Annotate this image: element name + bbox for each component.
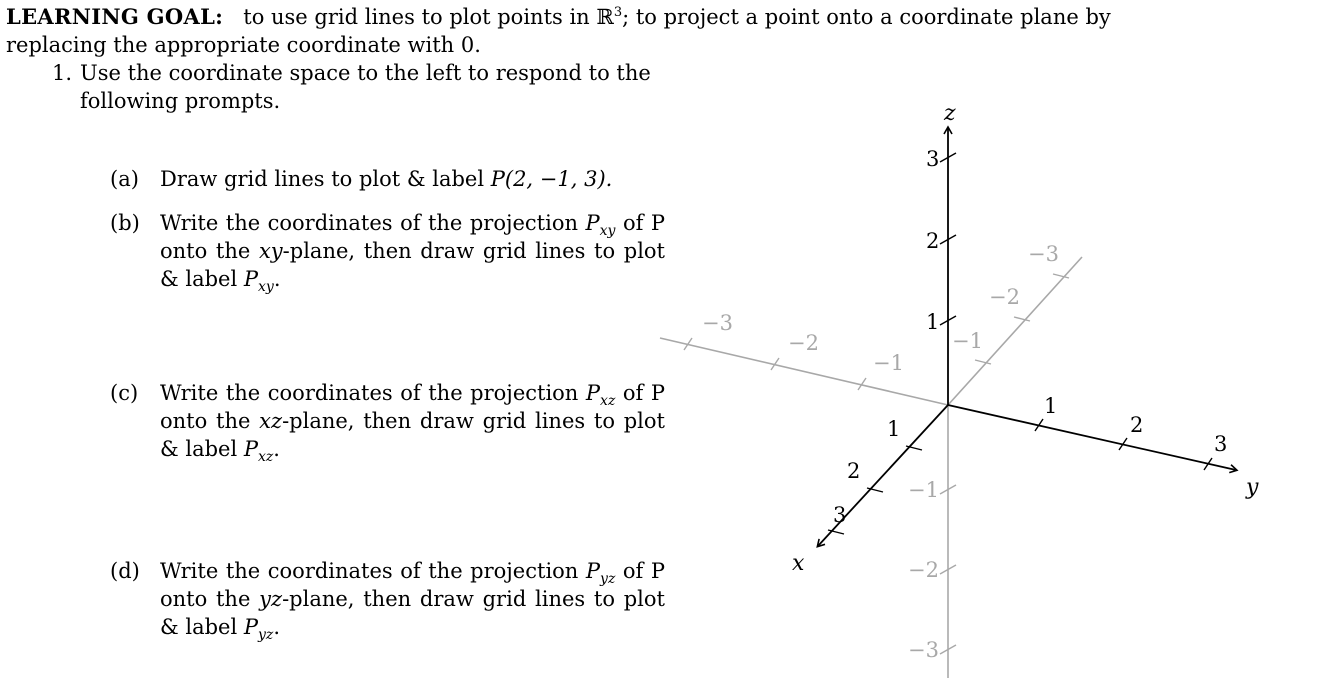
x-axis-label: x	[792, 551, 805, 576]
y-tick-label-1: 1	[1044, 394, 1058, 418]
y-tick-label-3: 3	[1214, 432, 1228, 456]
part-label: (b)	[110, 211, 140, 235]
part-label: (a)	[110, 167, 139, 191]
part-text: Write the coordinates of the projection $P_{xy}$ of P onto the xy-plane, then draw grid lines to plot & label $P_{xy}$.	[160, 211, 665, 296]
part-text: Write the coordinates of the projection $P_{yz}$ of P onto the yz-plane, then draw grid lines to plot & label $P_{yz}$.	[160, 559, 665, 644]
z-tick-label-neg-3: −3	[908, 638, 939, 662]
x-tick-label-neg-3: −3	[1028, 242, 1059, 266]
y-tick-label-neg-3: −3	[702, 311, 733, 335]
y-tick-label-2: 2	[1130, 413, 1144, 437]
learning-goal-text-a: to use grid lines to plot points in	[243, 5, 597, 29]
part-text: Write the coordinates of the projection $P_{xz}$ of P onto the xz-plane, then draw grid lines to plot & label $P_{xz}$.	[160, 381, 665, 466]
y-tick-label-neg-1: −1	[873, 351, 904, 375]
problem-text: Use the coordinate space to the left to respond to the following prompts.	[80, 61, 651, 113]
z-tick-label-3: 3	[926, 147, 940, 171]
learning-goal-line-2: replacing the appropriate coordinate with 0.	[6, 33, 481, 57]
r3-symbol: ℝ$^3$	[596, 5, 623, 29]
y-axis-positive	[948, 405, 1236, 470]
z-axis-label: z	[944, 101, 956, 126]
x-tick-label-neg-1: −1	[952, 329, 983, 353]
learning-goal-text-b: ; to project a point onto a coordinate plane by	[622, 5, 1111, 29]
problem-number: 1.	[52, 61, 73, 85]
learning-goal-label: LEARNING GOAL:	[6, 4, 224, 29]
x-tick-label-1: 1	[887, 417, 901, 441]
part-label: (c)	[110, 381, 139, 405]
y-tick-label-neg-2: −2	[788, 331, 819, 355]
z-tick-label-2: 2	[926, 229, 940, 253]
z-tick-label-1: 1	[926, 310, 940, 334]
x-tick-label-3: 3	[833, 503, 847, 527]
z-tick-label-neg-1: −1	[908, 478, 939, 502]
part-text: Draw grid lines to plot & label P(2, −1, 3).	[160, 167, 613, 191]
x-tick-label-neg-2: −2	[989, 285, 1020, 309]
y-axis-label: y	[1246, 475, 1259, 500]
z-tick-label-neg-2: −2	[908, 558, 939, 582]
x-tick-label-2: 2	[847, 459, 861, 483]
part-label: (d)	[110, 559, 140, 583]
